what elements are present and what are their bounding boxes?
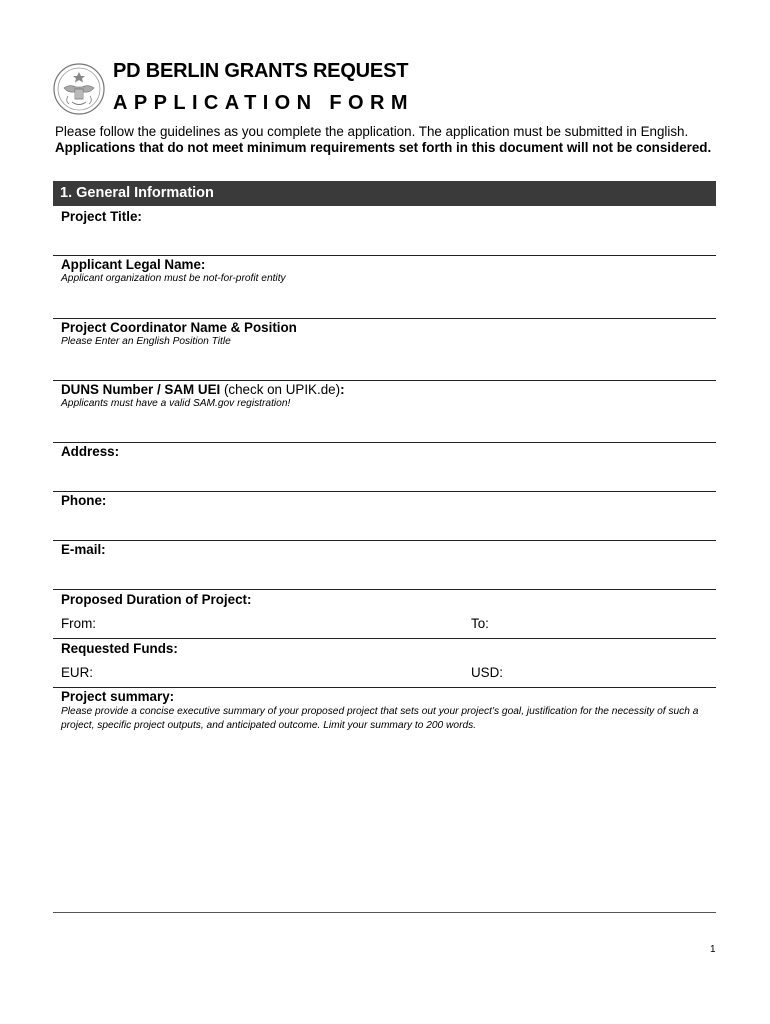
divider: [53, 589, 716, 590]
project-title-label: Project Title:: [61, 209, 142, 224]
phone-label: Phone:: [61, 493, 107, 508]
phone-input[interactable]: [55, 510, 717, 540]
funds-usd-label: USD:: [471, 665, 503, 680]
divider: [53, 491, 716, 492]
divider: [53, 540, 716, 541]
intro-line2: Applications that do not meet minimum requirements set forth in this document will not be considered.: [55, 139, 712, 155]
applicant-legal-name-label: Applicant Legal Name:: [61, 257, 206, 272]
duns-label-colon: :: [340, 382, 345, 397]
divider: [53, 638, 716, 639]
duns-sam-uei-input[interactable]: [55, 412, 717, 441]
divider: [53, 255, 716, 256]
duns-sam-uei-label: [61, 382, 345, 397]
requested-funds-label: Requested Funds:: [61, 641, 178, 656]
duration-from-label: From:: [61, 616, 96, 631]
divider: [53, 912, 716, 913]
project-coordinator-label: Project Coordinator Name & Position: [61, 320, 297, 335]
page-number: 1: [710, 944, 716, 955]
email-input[interactable]: [55, 559, 717, 589]
project-coordinator-input[interactable]: [55, 350, 717, 379]
intro-line1: Please follow the guidelines as you complete the application. The application must be submitted in English.: [55, 124, 689, 139]
project-coordinator-hint: Please Enter an English Position Title: [61, 336, 231, 347]
project-title-input[interactable]: [55, 226, 717, 254]
form-title-line2: APPLICATION FORM: [113, 92, 414, 114]
duns-sam-uei-label-text: DUNS Number / SAM UEI: [61, 382, 221, 397]
funds-eur-input[interactable]: [98, 662, 459, 686]
us-great-seal-icon: [52, 58, 106, 120]
section-general-information-header: 1. General Information: [53, 181, 716, 206]
proposed-duration-label: Proposed Duration of Project:: [61, 592, 252, 607]
funds-usd-input[interactable]: [506, 662, 717, 686]
email-label: E-mail:: [61, 542, 106, 557]
duration-to-input[interactable]: [495, 613, 717, 637]
project-summary-label: Project summary:: [61, 689, 175, 704]
duration-from-input[interactable]: [100, 613, 459, 637]
address-input[interactable]: [55, 461, 717, 491]
duns-check-note: (check on UPIK.de): [223, 382, 341, 397]
project-summary-textarea[interactable]: [55, 736, 717, 912]
divider: [53, 687, 716, 688]
duns-sam-uei-hint: Applicants must have a valid SAM.gov registration!: [61, 398, 291, 409]
form-title-line1: PD BERLIN GRANTS REQUEST: [113, 60, 409, 82]
funds-eur-label: EUR:: [61, 665, 93, 680]
divider: [53, 380, 716, 381]
applicant-legal-name-hint: Applicant organization must be not-for-profit entity: [61, 273, 286, 284]
duration-to-label: To:: [471, 616, 489, 631]
intro-text: [55, 124, 716, 155]
applicant-legal-name-input[interactable]: [55, 288, 717, 317]
address-label: Address:: [61, 444, 120, 459]
project-summary-hint: Please provide a concise executive summary of your proposed project that sets out your project’s goal, justification for the necessity of such a project, specific project outputs, and anticipated outcome. Limit your summary to 200 words.: [61, 706, 699, 731]
divider: [53, 442, 716, 443]
divider: [53, 318, 716, 319]
